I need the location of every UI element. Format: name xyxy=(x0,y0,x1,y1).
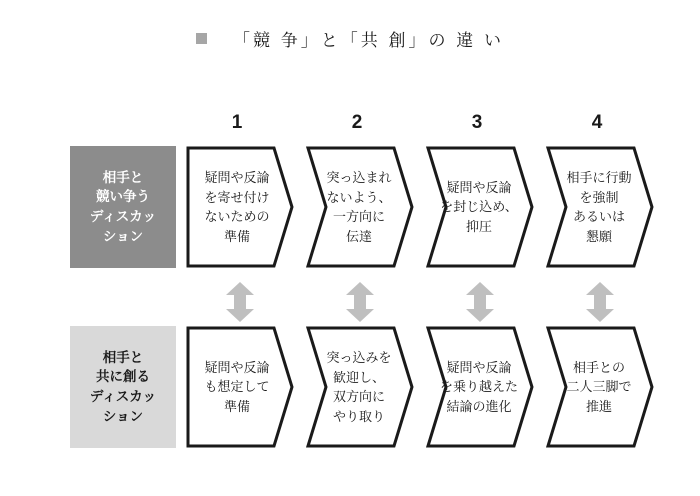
chevron-line: 歓迎し、 xyxy=(332,369,385,385)
chevron-line: も想定して xyxy=(204,379,270,395)
page-title xyxy=(0,26,700,51)
chevron-text xyxy=(546,146,654,268)
chevron-line: 疑問や反論 xyxy=(446,359,512,375)
row-label-line: 共に創る xyxy=(95,369,150,385)
chevron-text xyxy=(306,326,414,448)
chevron-text xyxy=(426,326,534,448)
row-label-line: ション xyxy=(102,228,144,244)
double-arrow-vertical-icon xyxy=(226,282,254,322)
double-arrow-vertical-icon xyxy=(586,282,614,322)
row-label-line: 競い争う xyxy=(95,189,150,205)
chevron-line: 結論の進化 xyxy=(446,398,512,414)
chevron-line: 一方向に xyxy=(332,209,385,224)
connector-arrow-1 xyxy=(226,282,254,322)
chevron-line: 突っ込みを xyxy=(326,350,392,365)
row-label-line: ディスカッ xyxy=(89,389,157,404)
chevron-cocreation-2 xyxy=(306,326,414,448)
row-label-line: 相手と xyxy=(102,169,144,185)
chevron-competition-1 xyxy=(186,146,294,268)
chevron-line: ないための xyxy=(204,209,270,224)
chevron-line: 疑問や反論 xyxy=(204,170,270,185)
chevron-line: あるいは xyxy=(572,209,625,224)
chevron-cocreation-4 xyxy=(546,326,654,448)
chevron-line: 準備 xyxy=(223,228,250,244)
chevron-text xyxy=(546,326,654,448)
chevron-line: やり取り xyxy=(332,408,385,424)
chevron-line: を封じ込め、 xyxy=(440,199,518,215)
double-arrow-vertical-icon xyxy=(466,282,494,322)
chevron-line: 突っ込まれ xyxy=(326,170,392,185)
chevron-line: を寄せ付け xyxy=(204,189,270,205)
chevron-line: 二人三脚で xyxy=(566,379,632,395)
chevron-line: 疑問や反論 xyxy=(204,359,270,375)
chevron-line: 準備 xyxy=(223,398,250,414)
chevron-line: 相手に行動 xyxy=(566,170,632,185)
chevron-text xyxy=(306,146,414,268)
chevron-line: を乗り越えた xyxy=(439,379,518,395)
chevron-cocreation-1 xyxy=(186,326,294,448)
chevron-text xyxy=(186,326,294,448)
chevron-line: 懇願 xyxy=(585,228,612,244)
chevron-competition-2 xyxy=(306,146,414,268)
column-number-4: 4 xyxy=(591,112,603,133)
column-number-row xyxy=(182,112,662,138)
chevron-line: ないよう、 xyxy=(326,189,392,205)
connector-arrow-3 xyxy=(466,282,494,322)
chevron-line: 伝達 xyxy=(345,228,372,244)
chevron-line: 疑問や反論 xyxy=(446,179,512,195)
chevron-line: を強制 xyxy=(579,189,619,205)
chevron-text xyxy=(426,146,534,268)
row-label-line: 相手と xyxy=(102,349,144,365)
connector-arrow-2 xyxy=(346,282,374,322)
row-label-line: ション xyxy=(102,408,144,424)
column-number-3: 3 xyxy=(471,112,483,133)
chevron-line: 双方向に xyxy=(332,389,385,404)
chevron-cocreation-3 xyxy=(426,326,534,448)
connector-arrow-4 xyxy=(586,282,614,322)
chevron-competition-4 xyxy=(546,146,654,268)
chevron-line: 相手との xyxy=(572,359,625,375)
page-title-text: 「競 争」と「共 創」の 違 い xyxy=(233,31,504,50)
chevron-line: 推進 xyxy=(585,398,612,414)
chevron-line: 抑圧 xyxy=(465,218,492,234)
square-bullet-icon xyxy=(196,33,207,44)
row-label-line: ディスカッ xyxy=(89,209,157,224)
row-label-cocreation xyxy=(70,326,176,448)
double-arrow-vertical-icon xyxy=(346,282,374,322)
chevron-competition-3 xyxy=(426,146,534,268)
chevron-text xyxy=(186,146,294,268)
column-number-1: 1 xyxy=(231,112,243,133)
column-number-2: 2 xyxy=(351,112,363,133)
row-label-competition xyxy=(70,146,176,268)
